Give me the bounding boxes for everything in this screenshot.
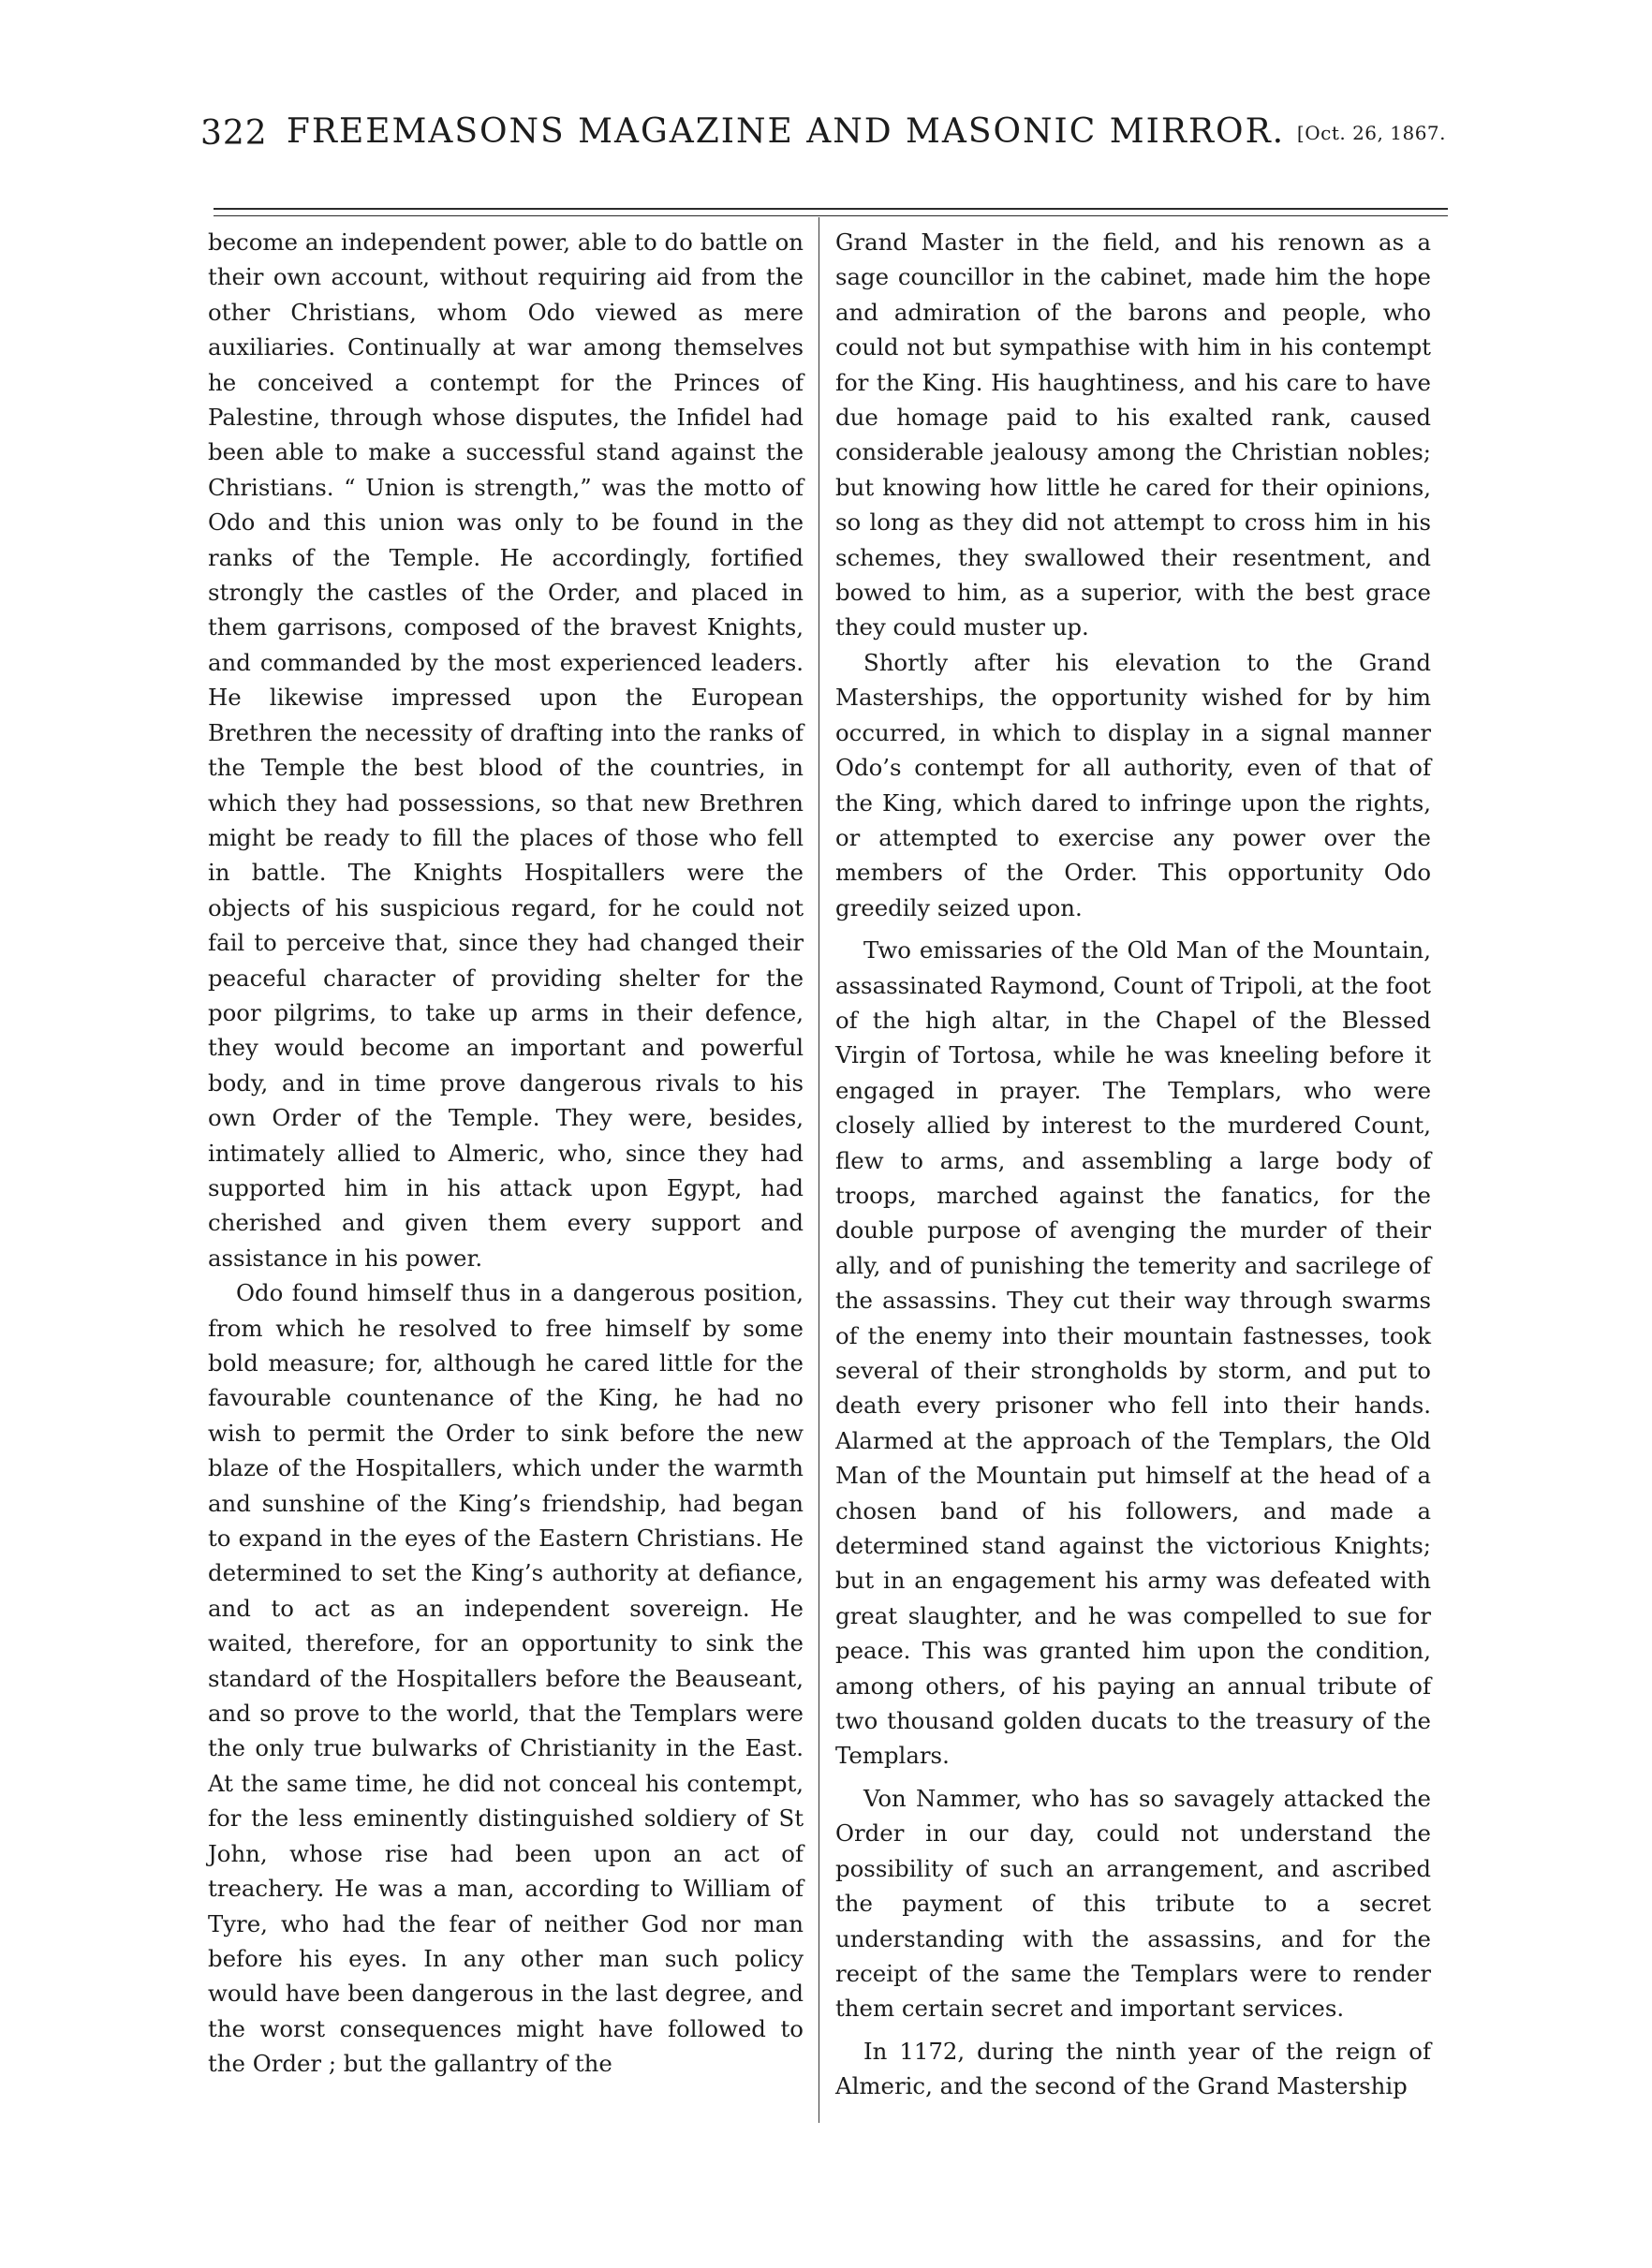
page-header	[200, 105, 1446, 170]
left-column	[208, 225, 804, 2082]
paragraph: Two emissaries of the Old Man of the Mountain, assassinated Raymond, Count of Tripoli, at the foot of the high altar, in the Chapel of the Blessed Virgin of Tortosa, while he was kneeling before it engaged in prayer. The Templars, who were closely allied by interest to the murdered Count, flew to arms, and assembling a large body of troops, marched against the fanatics, for the double purpose of avenging the murder of their ally, and of punishing the temerity and sacrilege of the assassins. They cut their way through swarms of the enemy into their mountain fastnesses, took several of their strongholds by storm, and put to death every prisoner who fell into their hands. Alarmed at the approach of the Templars, the Old Man of the Mountain put himself at the head of a chosen band of his followers, and made a determined stand against the victorious Knights; but in an engagement his army was defeated with great slaughter, and he was compelled to sue for peace. This was granted him upon the condition, among others, of his paying an annual tribute of two thousand golden ducats to the treasury of the Templars.	[835, 936, 1431, 1770]
header-rule-thick	[214, 208, 1448, 210]
paragraph: Shortly after his elevation to the Grand Masterships, the opportunity wished for by him occurred, in which to display in a signal manner Odo’s contempt for all authority, even of that of the King, which dared to infringe upon the rights, or attempted to exercise any power over the members of the Order. This opportunity Odo greedily seized upon.	[835, 648, 1431, 921]
paragraph: Grand Master in the field, and his renown as a sage councillor in the cabinet, made him the hope and admiration of the barons and people, who could not but sympathise with him in his contempt for the King. His haughtiness, and his care to have due homage paid to his exalted rank, caused considerable jealousy among the Christian nobles; but knowing how little he cared for their opinions, so long as they did not attempt to cross him in his schemes, they swallowed their resentment, and bowed to him, as a superior, with the best grace they could muster up.	[835, 228, 1431, 641]
paragraph: become an independent power, able to do battle on their own account, without requiring aid from the other Christians, whom Odo viewed as mere auxiliaries. Continually at war among themselves he conceived a contempt for the Princes of Palestine, through whose disputes, the Infidel had been able to make a successful stand against the Christians. “ Union is strength,” was the motto of Odo and this union was only to be found in the ranks of the Temple. He accordingly, fortified strongly the castles of the Order, and placed in them garrisons, composed of the bravest Knights, and commanded by the most experienced leaders. He likewise impressed upon the European Brethren the necessity of drafting into the ranks of the Temple the best blood of the countries, in which they had possessions, so that new Brethren might be ready to fill the places of those who fell in battle. The Knights Hospitallers were the objects of his suspicious regard, for he could not fail to perceive that, since they had changed their peaceful character of providing shelter for the poor pilgrims, to take up arms in their defence, they would become an important and powerful body, and in time prove dangerous rivals to his own Order of the Temple. They were, besides, intimately allied to Almeric, who, since they had supported him in his attack upon Egypt, had cherished and given them every support and assistance in his power.	[208, 228, 804, 1272]
header-rule-thin	[214, 215, 1448, 216]
masthead-title: FREEMASONS MAGAZINE AND MASONIC MIRROR.	[286, 112, 1286, 151]
paragraph: In 1172, during the ninth year of the reign of Almeric, and the second of the Grand Mastership	[835, 2037, 1431, 2100]
page-number: 322	[200, 114, 268, 153]
issue-date: [Oct. 26, 1867.	[1296, 122, 1446, 144]
paragraph: Odo found himself thus in a dangerous position, from which he resolved to free himself by some bold measure; for, although he cared little for the favourable countenance of the King, he had no wish to permit the Order to sink before the new blaze of the Hospitallers, which under the warmth and sunshine of the King’s friendship, had began to expand in the eyes of the Eastern Christians. He determined to set the King’s authority at defiance, and to act as an independent sovereign. He waited, therefore, for an opportunity to sink the standard of the Hospitallers before the Beauseant, and so prove to the world, that the Templars were the only true bulwarks of Christianity in the East. At the same time, he did not conceal his contempt, for the less eminently distinguished soldiery of St John, whose rise had been upon an act of treachery. He was a man, according to William of Tyre, who had the fear of neither God nor man before his eyes. In any other man such policy would have been dangerous in the last degree, and the worst consequences might have followed to the Order ; but the gallantry of the	[208, 1279, 804, 2078]
right-column	[835, 225, 1431, 2104]
paragraph: Von Nammer, who has so savagely attacked the Order in our day, could not understand the possibility of such an arrangement, and ascribed the payment of this tribute to a secret understanding with the assassins, and for the receipt of the same the Templars were to render them certain secret and important services.	[835, 1784, 1431, 2023]
